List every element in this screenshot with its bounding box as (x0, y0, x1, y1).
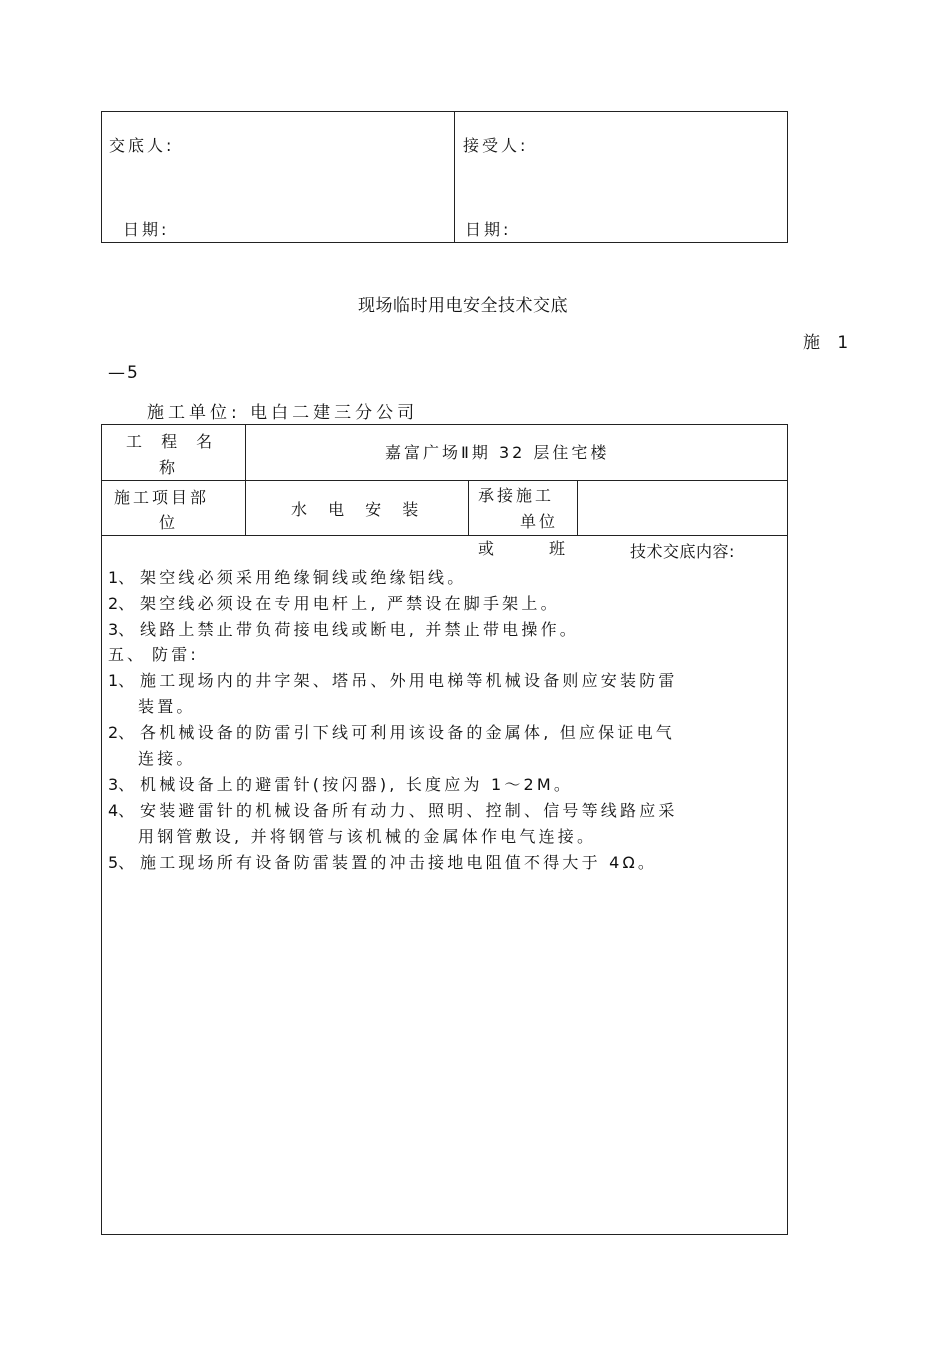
content-item-9-num: 5、 (108, 853, 135, 872)
content-item-2 (108, 591, 560, 614)
content-item-6-num: 2、 (108, 723, 135, 742)
content-item-6-cont: 连接。 (138, 749, 196, 768)
info-table-col-divider-1 (245, 424, 246, 535)
content-item-7-text: 机械设备上的避雷针(按闪器), 长度应为 1～2M。 (140, 775, 574, 794)
signature-table-divider (454, 111, 455, 243)
construction-unit-line: 施工单位: 电白二建三分公司 (147, 403, 419, 423)
content-item-3 (108, 617, 579, 640)
content-item-1-num: 1、 (108, 568, 135, 587)
info-table-row-divider-2 (101, 535, 788, 536)
content-item-8 (108, 798, 678, 821)
content-item-5-cont: 装置。 (138, 697, 196, 716)
info-table-row-divider-1 (101, 480, 788, 481)
content-item-9-text: 施工现场所有设备防雷装置的冲击接地电阻值不得大于 4Ω。 (140, 853, 658, 872)
item-label-line1: 施工项目部 (114, 488, 210, 507)
content-item-1-text: 架空线必须采用绝缘铜线或绝缘铝线。 (140, 568, 467, 587)
content-item-5 (108, 668, 678, 691)
section-heading-lightning (108, 642, 199, 665)
content-item-1 (108, 565, 466, 588)
content-item-3-num: 3、 (108, 620, 135, 639)
signature-table (101, 111, 788, 243)
section-heading-num: 五、 (108, 645, 147, 664)
item-value: 水 电 安 装 (291, 500, 427, 519)
document-title: 现场临时用电安全技术交底 (358, 296, 568, 316)
contractor-label-line3-a: 或 (478, 539, 498, 558)
receiver-date-label: 日期: (465, 220, 512, 239)
section-heading-text: 防雷: (152, 645, 199, 664)
giver-date-label: 日期: (123, 220, 170, 239)
content-item-7-num: 3、 (108, 775, 135, 794)
content-item-5-num: 1、 (108, 671, 135, 690)
contractor-label-line2: 单位 (520, 512, 559, 531)
content-item-6-text: 各机械设备的防雷引下线可利用该设备的金属体, 但应保证电气 (140, 723, 675, 742)
item-label-line2: 位 (159, 513, 179, 532)
project-name-label-line1: 工 程 名 (126, 432, 220, 451)
document-code-part2: —5 (108, 363, 140, 383)
project-name-value: 嘉富广场Ⅱ期 32 层住宅楼 (385, 443, 610, 462)
document-code-part1: 施 1 (803, 333, 855, 353)
project-name-label-line2: 称 (159, 458, 179, 477)
content-item-9 (108, 850, 657, 873)
content-item-2-text: 架空线必须设在专用电杆上, 严禁设在脚手架上。 (140, 594, 560, 613)
content-item-6 (108, 720, 675, 743)
giver-label: 交底人: (109, 136, 175, 155)
receiver-label: 接受人: (463, 136, 529, 155)
content-item-7 (108, 772, 573, 795)
contractor-label-line3-b: 班 (549, 539, 569, 558)
content-item-8-cont: 用钢管敷设, 并将钢管与该机械的金属体作电气连接。 (138, 827, 597, 846)
info-table-col-divider-2 (468, 480, 469, 535)
content-item-8-num: 4、 (108, 801, 135, 820)
content-heading: 技术交底内容: (630, 542, 735, 561)
content-item-8-text: 安装避雷针的机械设备所有动力、照明、控制、信号等线路应采 (140, 801, 678, 820)
content-item-5-text: 施工现场内的井字架、塔吊、外用电梯等机械设备则应安装防雷 (140, 671, 678, 690)
info-table-col-divider-3 (577, 480, 578, 535)
contractor-label-line1: 承接施工 (478, 486, 555, 505)
content-item-3-text: 线路上禁止带负荷接电线或断电, 并禁止带电操作。 (140, 620, 579, 639)
content-item-2-num: 2、 (108, 594, 135, 613)
